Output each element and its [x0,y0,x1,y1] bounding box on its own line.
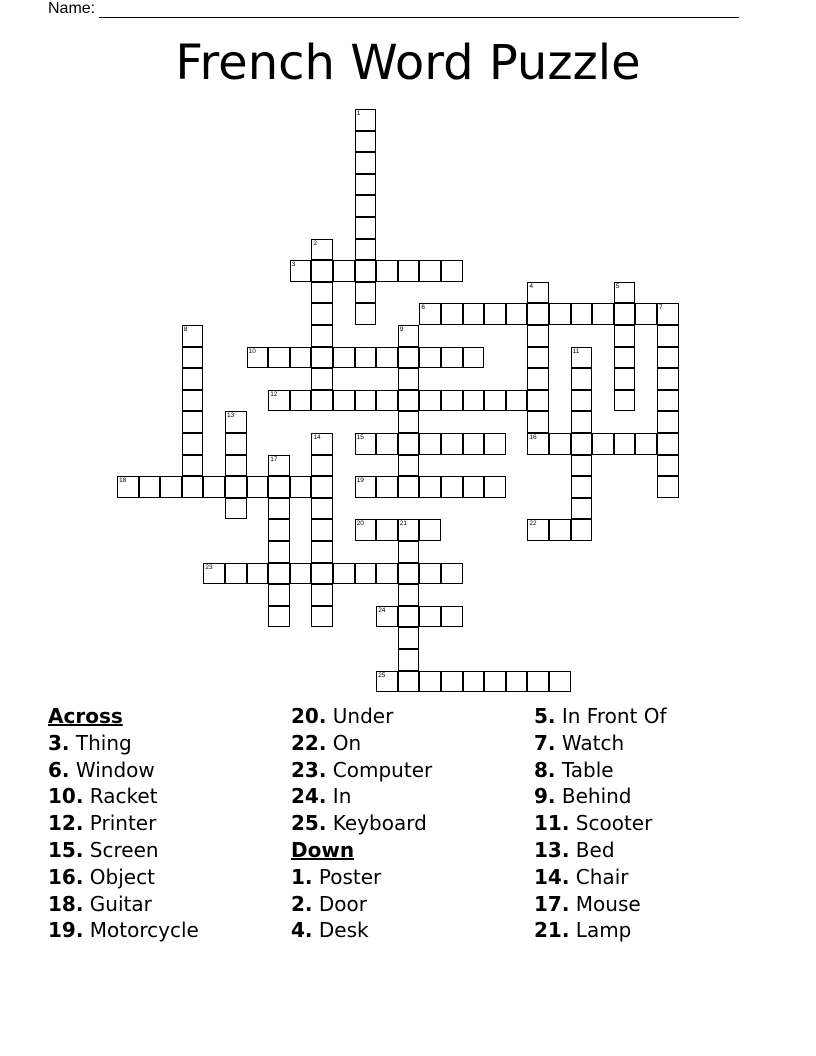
clue-number: 18 [119,477,127,485]
clue-item-number: 11. [534,811,570,836]
grid-cell[interactable] [463,390,485,412]
grid-cell[interactable] [463,347,485,369]
grid-cell[interactable] [419,563,441,585]
grid-cell[interactable] [355,347,377,369]
clue-item-text: Motorcycle [83,918,199,943]
clue-item-text: Printer [83,811,157,836]
grid-cell[interactable] [419,606,441,628]
grid-cell[interactable] [398,606,420,628]
grid-cell[interactable] [355,476,377,498]
grid-cell[interactable] [311,541,333,563]
across-clue-list-continued [291,703,432,837]
grid-cell[interactable] [419,303,441,325]
grid-cell[interactable] [635,433,657,455]
clue-number: 2 [313,239,318,247]
grid-cell[interactable] [355,195,377,217]
grid-cell[interactable] [311,325,333,347]
clue-item-number: 25. [291,811,327,836]
clue-item-number: 18. [48,891,84,916]
clue-item-text: Chair [569,864,629,889]
grid-cell[interactable] [571,455,593,477]
grid-cell[interactable] [355,303,377,325]
clue-item-text: Computer [326,757,433,782]
grid-cell[interactable] [527,519,549,541]
grid-cell[interactable] [398,368,420,390]
grid-cell[interactable] [441,671,463,693]
grid-cell[interactable] [419,390,441,412]
grid-cell[interactable] [463,303,485,325]
clue-item-text: Under [326,704,394,728]
grid-cell[interactable] [614,368,636,390]
grid-cell[interactable] [441,606,463,628]
clue-number: 20 [356,520,364,528]
clue-item-text: Keyboard [326,811,427,836]
clue-item-text: Screen [83,837,159,862]
clue-item [48,917,199,944]
clue-item [291,864,432,891]
grid-cell[interactable] [571,519,593,541]
clue-item [291,757,432,784]
grid-cell[interactable] [527,411,549,433]
grid-cell[interactable] [247,476,269,498]
grid-cell[interactable] [355,217,377,239]
clue-item [534,703,667,730]
grid-cell[interactable] [268,498,290,520]
grid-cell[interactable] [419,433,441,455]
grid-cell[interactable] [657,347,679,369]
grid-cell[interactable] [290,390,312,412]
clue-item-number: 13. [534,837,570,862]
clue-item-number: 12. [48,811,84,836]
clue-item-text: Guitar [83,891,152,916]
grid-cell[interactable] [182,325,204,347]
clue-item-text: Lamp [569,918,632,943]
grid-cell[interactable] [527,390,549,412]
grid-cell[interactable] [398,347,420,369]
grid-cell[interactable] [441,433,463,455]
clue-item-text: Table [555,757,614,782]
grid-cell[interactable] [268,563,290,585]
grid-cell[interactable] [268,606,290,628]
clue-number: 19 [356,477,364,485]
clue-number: 24 [378,606,386,614]
grid-cell[interactable] [311,303,333,325]
grid-cell[interactable] [592,303,614,325]
clue-item-text: On [326,730,362,755]
grid-cell[interactable] [182,476,204,498]
grid-cell[interactable] [355,239,377,261]
grid-cell[interactable] [571,347,593,369]
clue-item [48,837,199,864]
grid-cell[interactable] [268,455,290,477]
grid-cell[interactable] [333,390,355,412]
grid-cell[interactable] [527,347,549,369]
grid-cell[interactable] [463,476,485,498]
grid-cell[interactable] [268,519,290,541]
grid-cell[interactable] [398,455,420,477]
clue-item [534,783,667,810]
grid-cell[interactable] [419,671,441,693]
grid-cell[interactable] [160,476,182,498]
grid-cell[interactable] [117,476,139,498]
clue-item [534,757,667,784]
grid-cell[interactable] [268,347,290,369]
grid-cell[interactable] [376,606,398,628]
clue-item [291,810,432,837]
clue-item [48,891,199,918]
grid-cell[interactable] [571,390,593,412]
clue-item-text: Bed [569,837,615,862]
clue-item-number: 7. [534,730,556,755]
clue-item [291,917,432,944]
grid-cell[interactable] [463,671,485,693]
grid-cell[interactable] [398,411,420,433]
clue-item [534,864,667,891]
clue-number: 14 [313,434,321,441]
grid-cell[interactable] [311,455,333,477]
grid-cell[interactable] [549,519,571,541]
grid-cell[interactable] [182,368,204,390]
grid-cell[interactable] [311,563,333,585]
grid-cell[interactable] [398,476,420,498]
grid-cell[interactable] [657,325,679,347]
grid-cell[interactable] [398,390,420,412]
clue-item-number: 16. [48,864,84,889]
clue-item-text: Mouse [569,891,641,916]
grid-cell[interactable] [139,476,161,498]
grid-cell[interactable] [571,303,593,325]
grid-cell[interactable] [182,390,204,412]
clue-item-number: 8. [534,757,556,782]
grid-cell[interactable] [398,649,420,671]
grid-cell[interactable] [182,433,204,455]
grid-cell[interactable] [419,519,441,541]
grid-cell[interactable] [506,303,528,325]
grid-cell[interactable] [614,282,636,304]
clue-number: 5 [615,282,620,290]
grid-cell[interactable] [225,476,247,498]
grid-cell[interactable] [311,347,333,369]
grid-cell[interactable] [635,303,657,325]
clue-number: 4 [529,282,534,290]
grid-cell[interactable] [376,519,398,541]
clue-number: 23 [205,563,213,571]
grid-cell[interactable] [614,390,636,412]
clue-item-number: 3. [48,730,70,755]
grid-cell[interactable] [657,411,679,433]
grid-cell[interactable] [398,433,420,455]
clue-item [48,757,199,784]
across-clue-list [48,730,199,944]
clue-item [534,891,667,918]
grid-cell[interactable] [225,411,247,433]
grid-cell[interactable] [355,433,377,455]
clue-item [48,810,199,837]
grid-cell[interactable] [268,390,290,412]
grid-cell[interactable] [657,303,679,325]
grid-cell[interactable] [657,476,679,498]
clue-item [534,810,667,837]
clue-column-2 [291,703,432,944]
clue-item-number: 2. [291,891,313,916]
clue-number: 13 [227,412,235,420]
grid-cell[interactable] [355,109,377,131]
grid-cell[interactable] [527,325,549,347]
grid-cell[interactable] [484,433,506,455]
clue-item [291,783,432,810]
grid-cell[interactable] [311,584,333,606]
clue-item-number: 19. [48,918,84,943]
grid-cell[interactable] [398,584,420,606]
grid-cell[interactable] [355,152,377,174]
grid-cell[interactable] [311,239,333,261]
grid-cell[interactable] [571,476,593,498]
grid-cell[interactable] [247,347,269,369]
grid-cell[interactable] [311,519,333,541]
grid-cell[interactable] [527,368,549,390]
clue-item [48,730,199,757]
grid-cell[interactable] [290,260,312,282]
grid-cell[interactable] [527,282,549,304]
clue-item [291,703,432,730]
grid-cell[interactable] [614,325,636,347]
grid-cell[interactable] [614,303,636,325]
grid-cell[interactable] [398,260,420,282]
clue-item [534,837,667,864]
clue-item [291,730,432,757]
grid-cell[interactable] [463,433,485,455]
clue-item [534,730,667,757]
grid-cell[interactable] [614,433,636,455]
grid-cell[interactable] [376,347,398,369]
clue-number: 11 [572,347,580,355]
grid-cell[interactable] [376,671,398,693]
clue-item-number: 14. [534,864,570,889]
clue-number: 3 [291,261,296,269]
grid-cell[interactable] [225,455,247,477]
down-clue-list [291,864,432,944]
clue-item-text: In Front Of [555,704,667,728]
grid-cell[interactable] [333,347,355,369]
clue-item-number: 23. [291,757,327,782]
clue-column-1 [48,703,199,944]
clue-item-number: 22. [291,730,327,755]
grid-cell[interactable] [398,541,420,563]
grid-cell[interactable] [549,303,571,325]
clue-number: 21 [399,520,408,528]
grid-cell[interactable] [355,563,377,585]
grid-cell[interactable] [182,347,204,369]
clue-item-text: Thing [69,730,132,755]
grid-cell[interactable] [419,347,441,369]
grid-cell[interactable] [333,260,355,282]
grid-cell[interactable] [290,476,312,498]
grid-cell[interactable] [614,347,636,369]
clue-item [48,864,199,891]
across-header: Across [48,704,123,728]
clue-item-text: Desk [312,918,369,943]
grid-cell[interactable] [441,563,463,585]
grid-cell[interactable] [376,390,398,412]
grid-cell[interactable] [571,498,593,520]
clue-item-number: 5. [534,704,556,728]
clue-number: 25 [378,671,386,679]
clue-item-number: 6. [48,757,70,782]
grid-cell[interactable] [571,368,593,390]
grid-cell[interactable] [311,433,333,455]
grid-cell[interactable] [376,563,398,585]
grid-cell[interactable] [549,433,571,455]
grid-cell[interactable] [398,325,420,347]
grid-cell[interactable] [203,563,225,585]
clue-column-3 [534,703,667,944]
grid-cell[interactable] [657,368,679,390]
grid-cell[interactable] [355,390,377,412]
grid-cell[interactable] [527,671,549,693]
grid-cell[interactable] [484,390,506,412]
clue-item-number: 21. [534,918,570,943]
grid-cell[interactable] [355,131,377,153]
grid-cell[interactable] [441,347,463,369]
grid-cell[interactable] [419,476,441,498]
grid-cell[interactable] [268,584,290,606]
clue-item-number: 24. [291,784,327,809]
grid-cell[interactable] [355,519,377,541]
grid-cell[interactable] [398,671,420,693]
grid-cell[interactable] [268,476,290,498]
grid-cell[interactable] [311,368,333,390]
grid-cell[interactable] [398,563,420,585]
clue-item-text: Door [312,891,367,916]
clue-number: 10 [248,347,256,355]
grid-cell[interactable] [203,476,225,498]
grid-cell[interactable] [355,282,377,304]
grid-cell[interactable] [376,433,398,455]
grid-cell[interactable] [247,563,269,585]
clue-item-text: Behind [555,784,632,809]
grid-cell[interactable] [484,303,506,325]
clue-item-text: Poster [312,864,382,889]
clue-item-text: Scooter [569,811,653,836]
puzzle-title: French Word Puzzle [175,35,641,91]
grid-cell[interactable] [484,476,506,498]
grid-cell[interactable] [311,606,333,628]
grid-cell[interactable] [549,671,571,693]
clue-item [291,891,432,918]
clue-item-text: Watch [555,730,625,755]
grid-cell[interactable] [657,455,679,477]
grid-cell[interactable] [225,563,247,585]
grid-cell[interactable] [333,563,355,585]
name-label: Name: [48,0,96,17]
grid-cell[interactable] [441,260,463,282]
grid-cell[interactable] [398,627,420,649]
clue-item-text: In [326,784,352,809]
down-clue-list-continued [534,703,667,944]
grid-cell[interactable] [506,671,528,693]
grid-cell[interactable] [355,260,377,282]
grid-cell[interactable] [527,303,549,325]
grid-cell[interactable] [268,541,290,563]
grid-cell[interactable] [657,390,679,412]
clue-number: 6 [421,304,426,312]
clue-number: 15 [356,434,364,441]
grid-cell[interactable] [592,433,614,455]
clue-item-number: 9. [534,784,556,809]
clue-number: 9 [399,326,404,333]
clue-number: 1 [356,110,361,117]
grid-cell[interactable] [182,411,204,433]
grid-cell[interactable] [571,411,593,433]
clue-item-number: 1. [291,864,313,889]
clue-number: 22 [529,520,537,528]
grid-cell[interactable] [290,563,312,585]
grid-cell[interactable] [225,498,247,520]
clue-item [48,783,199,810]
grid-cell[interactable] [441,303,463,325]
clue-item-number: 15. [48,837,84,862]
clue-item-text: Racket [83,784,158,809]
clue-item-number: 20. [291,704,327,728]
grid-cell[interactable] [419,260,441,282]
grid-cell[interactable] [376,260,398,282]
grid-cell[interactable] [441,390,463,412]
grid-cell[interactable] [290,347,312,369]
clue-item-number: 4. [291,918,313,943]
down-header: Down [291,837,355,862]
grid-cell[interactable] [398,519,420,541]
grid-cell[interactable] [571,433,593,455]
clue-item-number: 17. [534,891,570,916]
grid-cell[interactable] [441,476,463,498]
clue-number: 17 [270,455,278,463]
clue-item [534,917,667,944]
grid-cell[interactable] [225,433,247,455]
grid-cell[interactable] [355,174,377,196]
clue-item-text: Object [83,864,155,889]
grid-cell[interactable] [657,433,679,455]
grid-cell[interactable] [527,433,549,455]
grid-cell[interactable] [311,476,333,498]
clue-number: 7 [659,304,663,312]
clue-number: 8 [183,326,188,333]
grid-cell[interactable] [311,260,333,282]
clue-item-number: 10. [48,784,84,809]
clue-item-text: Window [69,757,155,782]
grid-cell[interactable] [311,498,333,520]
clue-number: 12 [270,390,278,398]
grid-cell[interactable] [311,390,333,412]
grid-cell[interactable] [376,476,398,498]
clue-number: 16 [529,434,537,441]
grid-cell[interactable] [182,455,204,477]
grid-cell[interactable] [311,282,333,304]
grid-cell[interactable] [484,671,506,693]
grid-cell[interactable] [506,390,528,412]
